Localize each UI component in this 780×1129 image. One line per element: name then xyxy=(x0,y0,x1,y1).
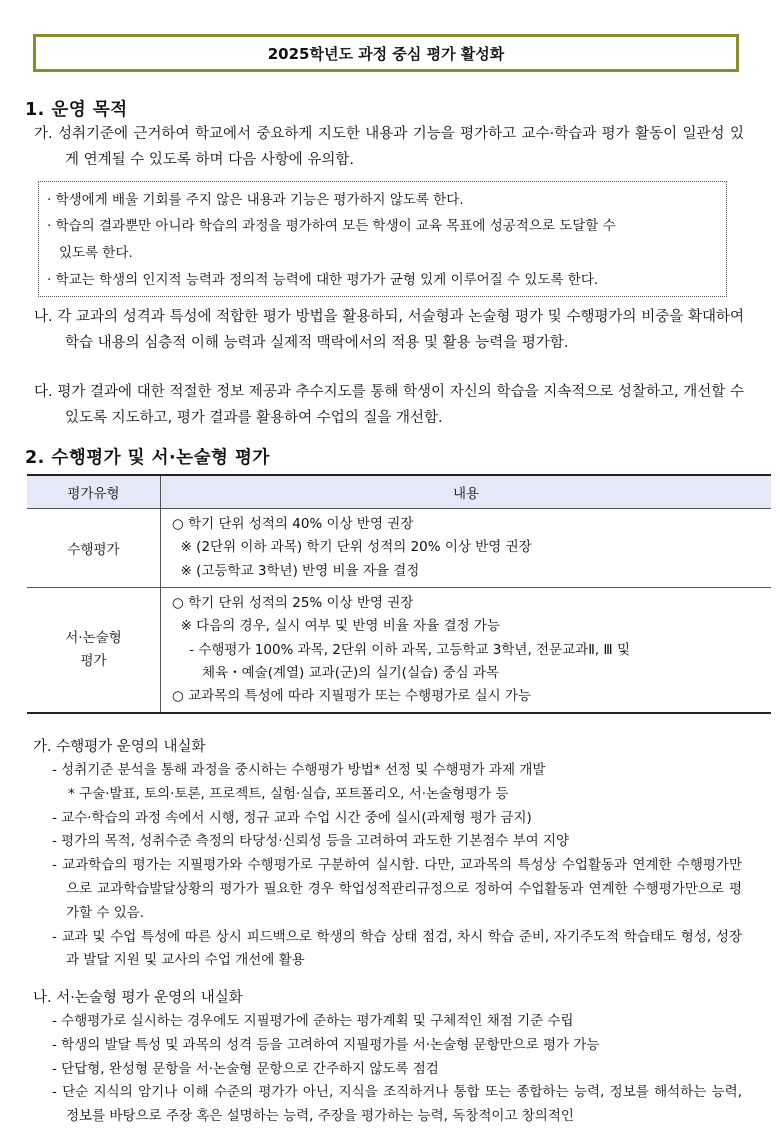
table-content-line: ○ 학기 단위 성적의 40% 이상 반영 권장 xyxy=(172,516,414,533)
document-title: 2025학년도 과정 중심 평가 활성화 xyxy=(267,44,505,63)
table-content-line: ○ 교과목의 특성에 따라 지필평가 또는 수행평가로 실시 가능 xyxy=(172,688,532,705)
note-line: · 학생에게 배울 기회를 주지 않은 내용과 기능은 평가하지 않도록 한다. xyxy=(47,192,464,208)
document-title-box xyxy=(33,34,739,72)
table-cell-type: 수행평가 xyxy=(27,509,161,588)
table-cell-content xyxy=(161,509,772,588)
table-content-line: - 수행평가 100% 과목, 2단위 이하 과목, 고등학교 3학년, 전문교과Ⅱ, Ⅲ 및 xyxy=(172,641,631,658)
list-item: - 교과 및 수업 특성에 따른 상시 피드백으로 학생의 학습 상태 점검, 차시 학습 준비, 자기주도적 학습태도 형성, 성장과 발달 지원 및 교사의 수업 개선에 활용 xyxy=(52,928,742,969)
table-header-row xyxy=(27,475,771,509)
table-header-type: 평가유형 xyxy=(27,475,161,509)
note-line: · 학교는 학생의 인지적 능력과 정의적 능력에 대한 평가가 균형 있게 이루어질 수 있도록 한다. xyxy=(47,272,599,288)
list-item: - 평가의 목적, 성취수준 측정의 타당성·신뢰성 등을 고려하여 과도한 기본점수 부여 지양 xyxy=(52,833,570,850)
table-content-line: 체육・예술(계열) 교과(군)의 실기(실습) 중심 과목 xyxy=(172,664,500,681)
list-item: - 교수·학습의 과정 속에서 시행, 정규 교과 수업 시간 중에 실시(과제형 평가 금지) xyxy=(52,809,532,826)
evaluation-table xyxy=(27,474,771,714)
table-header-content: 내용 xyxy=(161,475,772,509)
subsection-na-heading: 나. 서·논술형 평가 운영의 내실화 xyxy=(33,990,243,1006)
section1-paragraph-na: 나. 각 교과의 성격과 특성에 적합한 평가 방법을 활용하되, 서술형과 논술형 평가 및 수행평가의 비중을 확대하여 학습 내용의 심층적 이해 능력과 실제적 맥락에서의 적용 및 활용 능력을 평가함. xyxy=(34,309,744,351)
table-cell-type-line: 평가 xyxy=(80,653,107,670)
notes-box xyxy=(38,181,727,297)
table-cell-content xyxy=(161,588,772,714)
table-content-line: ※ (2단위 이하 과목) 학기 단위 성적의 20% 이상 반영 권장 xyxy=(172,539,532,556)
table-content-line: ※ 다음의 경우, 실시 여부 및 반영 비율 자율 결정 가능 xyxy=(172,618,500,635)
list-item: - 교과학습의 평가는 지필평가와 수행평가로 구분하여 실시함. 다만, 교과목의 특성상 수업활동과 연계한 수행평가만으로 교과학습발달상황의 평가가 필요한 경우 학업성적관리규정으로 정하여 수업활동과 연계한 수행평가만으로 평가할 수 있음. xyxy=(52,857,742,921)
table-content-line: ※ (고등학교 3학년) 반영 비율 자율 결정 xyxy=(172,562,420,579)
subsection-na-list xyxy=(52,1010,742,1129)
section2-heading: 2. 수행평가 및 서·논술형 평가 xyxy=(25,448,270,468)
note-line: · 학습의 결과뿐만 아니라 학습의 과정을 평가하여 모든 학생이 교육 목표에 성공적으로 도달할 수 xyxy=(47,218,616,234)
table-row xyxy=(27,509,771,588)
note-line: 있도록 한다. xyxy=(59,245,133,261)
list-item: - 단답형, 완성형 문항을 서·논술형 문항으로 간주하지 않도록 점검 xyxy=(52,1060,439,1077)
list-item: - 성취기준 분석을 통해 과정을 중시하는 수행평가 방법* 선정 및 수행평가 과제 개발 xyxy=(52,762,546,778)
section1-heading: 1. 운영 목적 xyxy=(25,100,128,120)
subsection-ga-list xyxy=(52,759,742,973)
list-item: - 단순 지식의 암기나 이해 수준의 평가가 아닌, 지식을 조직하거나 통합 또는 종합하는 능력, 정보를 해석하는 능력, 정보를 바탕으로 주장 혹은 설명하는 능력, 주장을 평가하는 능력, 독창적이고 창의적인 xyxy=(52,1084,742,1125)
list-item: - 학생의 발달 특성 및 과목의 성격 등을 고려하여 지필평가를 서·논술형 문항만으로 평가 가능 xyxy=(52,1036,600,1053)
list-item: - 수행평가로 실시하는 경우에도 지필평가에 준하는 평가계획 및 구체적인 채점 기준 수립 xyxy=(52,1013,574,1029)
table-cell-type-line: 서·논술형 xyxy=(65,630,122,647)
section1-paragraph-ga: 가. 성취기준에 근거하여 학교에서 중요하게 지도한 내용과 기능을 평가하고 교수·학습과 평가 활동이 일관성 있게 연계될 수 있도록 하며 다음 사항에 유의함. xyxy=(34,126,744,168)
table-content-line: ○ 학기 단위 성적의 25% 이상 반영 권장 xyxy=(172,595,414,611)
list-item: * 구술·발표, 토의·토론, 프로젝트, 실험·실습, 포트폴리오, 서·논술형평가 등 xyxy=(68,785,509,802)
table-cell-type xyxy=(27,588,161,714)
section1-paragraph-da: 다. 평가 결과에 대한 적절한 정보 제공과 추수지도를 통해 학생이 자신의 학습을 지속적으로 성찰하고, 개선할 수 있도록 지도하고, 평가 결과를 활용하여 수업의 질을 개선함. xyxy=(34,384,744,426)
subsection-ga-heading: 가. 수행평가 운영의 내실화 xyxy=(33,739,206,755)
table-row xyxy=(27,588,771,714)
